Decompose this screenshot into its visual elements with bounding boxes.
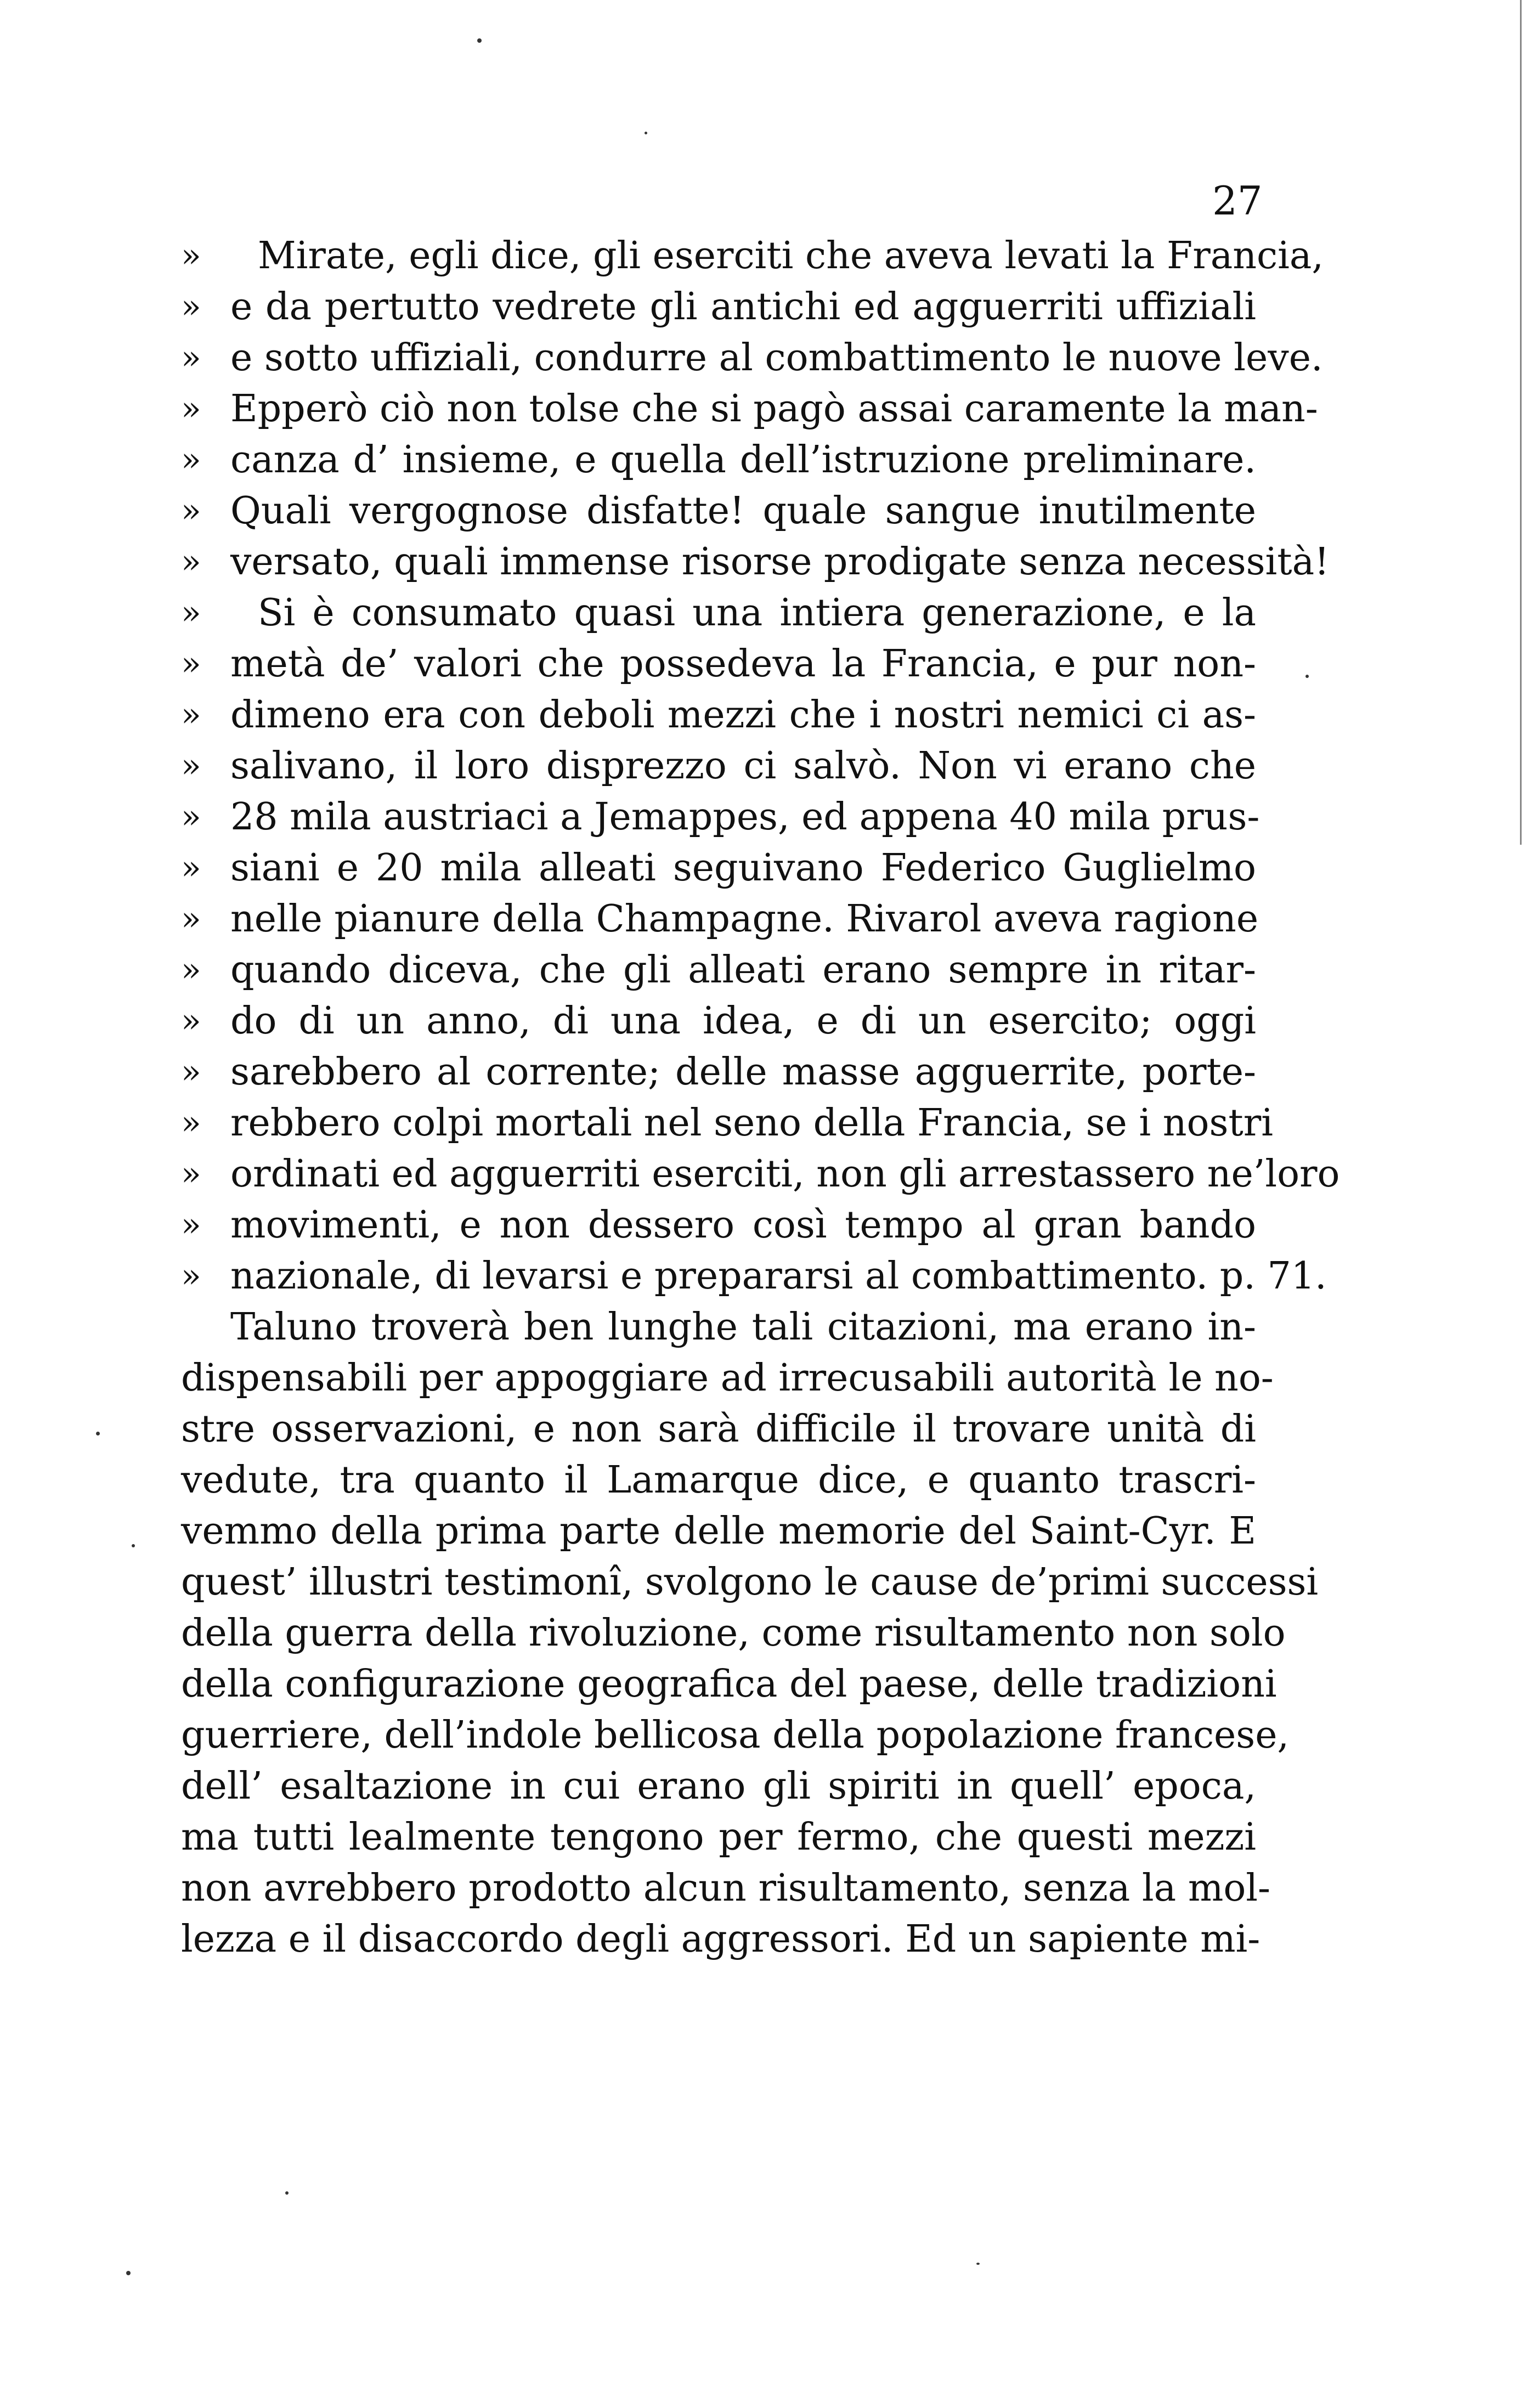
- quote-line: [181, 587, 1256, 638]
- quote-line: [181, 792, 1260, 843]
- quote-mark: »: [181, 236, 201, 275]
- quote-line-text: quando diceva, che gli alleati erano sempre in ritar-: [230, 948, 1256, 992]
- paragraph-line: [181, 1812, 1256, 1863]
- paper-speck: [96, 1432, 100, 1435]
- quote-mark: »: [181, 900, 201, 938]
- paragraph-line: [181, 1659, 1277, 1710]
- quote-mark: »: [181, 287, 201, 326]
- paragraph-line-text: stre osservazioni, e non sarà difficile il trovare unità di: [181, 1408, 1256, 1451]
- paper-speck: [477, 38, 482, 43]
- quote-line-text: nazionale, di levarsi e prepararsi al combattimento. p. 71.: [230, 1254, 1327, 1298]
- quote-line: [181, 843, 1256, 894]
- quote-line-text: sarebbero al corrente; delle masse agguerrite, porte-: [230, 1050, 1256, 1094]
- quote-mark: »: [181, 951, 201, 989]
- quote-line-text: 28 mila austriaci a Jemappes, ed appena 40 mila prus-: [230, 795, 1260, 839]
- paragraph-line-text: dispensabili per appoggiare ad irrecusabili autorità le no-: [181, 1356, 1274, 1400]
- quote-line-text: salivano, il loro disprezzo ci salvò. Non vi erano che: [230, 744, 1256, 788]
- quote-line: [181, 638, 1256, 689]
- quote-line: [181, 1047, 1256, 1098]
- quote-line: [181, 1200, 1256, 1251]
- quote-line: [181, 894, 1259, 945]
- quote-line: [181, 434, 1256, 485]
- paragraph-line-text: dell’ esaltazione in cui erano gli spiriti in quell’ epoca,: [181, 1765, 1256, 1808]
- quote-line: [181, 945, 1256, 996]
- quote-line-text: movimenti, e non dessero così tempo al gran bando: [230, 1203, 1256, 1247]
- paragraph-line: [181, 1353, 1274, 1404]
- quote-line: [181, 1098, 1273, 1149]
- paragraph-line-text: Taluno troverà ben lunghe tali citazioni, ma erano in-: [230, 1305, 1256, 1349]
- quote-mark: »: [181, 1206, 201, 1244]
- paper-speck: [132, 1544, 135, 1547]
- quote-line: [181, 536, 1330, 587]
- paragraph-line: [181, 1455, 1256, 1506]
- page-edge-line: [1520, 0, 1522, 845]
- quote-mark: »: [181, 389, 201, 428]
- paragraph-block: [181, 1302, 1319, 1965]
- quote-line: [181, 332, 1323, 383]
- quote-mark: »: [181, 1257, 201, 1295]
- quote-line: [181, 996, 1256, 1047]
- paragraph-line: [181, 1404, 1256, 1455]
- quote-line-text: metà de’ valori che possedeva la Francia, e pur non-: [230, 642, 1256, 686]
- quote-line: [181, 281, 1256, 332]
- quote-mark: »: [181, 1104, 201, 1142]
- paragraph-line: [181, 1506, 1256, 1557]
- paragraph-line: [181, 1302, 1256, 1353]
- paragraph-line-text: non avrebbero prodotto alcun risultamento, senza la mol-: [181, 1867, 1270, 1910]
- paragraph-line-text: vemmo della prima parte delle memorie del Saint-Cyr. E: [181, 1510, 1256, 1553]
- paragraph-line-text: ma tutti lealmente tengono per fermo, che questi mezzi: [181, 1816, 1256, 1859]
- quote-line-text: Epperò ciò non tolse che si pagò assai caramente la man-: [230, 387, 1318, 431]
- paper-speck: [976, 2263, 980, 2265]
- quote-line-text: Si è consumato quasi una intiera generazione, e la: [258, 591, 1256, 635]
- quote-line-text: Quali vergognose disfatte! quale sangue inutilmente: [230, 489, 1256, 533]
- paragraph-line-text: della guerra della rivoluzione, come risultamento non solo: [181, 1612, 1286, 1655]
- quote-mark: »: [181, 849, 201, 887]
- page-number: 27: [1212, 178, 1263, 224]
- paper-speck: [126, 2271, 131, 2275]
- quote-mark: »: [181, 747, 201, 785]
- quote-mark: »: [181, 645, 201, 683]
- paragraph-line-text: della configurazione geografica del paese, delle tradizioni: [181, 1663, 1277, 1706]
- quote-line-text: e sotto uffiziali, condurre al combattimento le nuove leve.: [230, 336, 1323, 380]
- quote-line-text: Mirate, egli dice, gli eserciti che aveva levati la Francia,: [258, 234, 1324, 278]
- paragraph-line: [181, 1914, 1261, 1965]
- paragraph-line: [181, 1761, 1256, 1812]
- quote-line: [181, 741, 1256, 792]
- quote-line-text: do di un anno, di una idea, e di un esercito; oggi: [230, 999, 1256, 1043]
- paragraph-line-text: guerriere, dell’indole bellicosa della popolazione francese,: [181, 1714, 1290, 1757]
- quote-mark: »: [181, 491, 201, 530]
- quotation-block: [181, 230, 1340, 1302]
- paragraph-line: [181, 1863, 1270, 1914]
- paper-speck: [645, 132, 647, 134]
- quote-line: [181, 689, 1256, 741]
- quote-line-text: siani e 20 mila alleati seguivano Federico Guglielmo: [230, 846, 1256, 890]
- paper-speck: [1305, 675, 1309, 678]
- paragraph-line: [181, 1710, 1290, 1761]
- paragraph-line-text: quest’ illustri testimonî, svolgono le cause de’primi successi: [181, 1561, 1319, 1604]
- quote-line: [181, 230, 1324, 281]
- quote-line-text: canza d’ insieme, e quella dell’istruzione preliminare.: [230, 438, 1256, 482]
- quote-mark: »: [181, 542, 201, 581]
- text-block: [181, 230, 1340, 1965]
- quote-line-text: nelle pianure della Champagne. Rivarol aveva ragione: [230, 897, 1259, 941]
- quote-line-text: dimeno era con deboli mezzi che i nostri nemici ci as-: [230, 693, 1256, 737]
- paper-speck: [285, 2191, 289, 2195]
- quote-line-text: versato, quali immense risorse prodigate senza necessità!: [230, 540, 1330, 584]
- quote-line: [181, 1149, 1340, 1200]
- quote-line: [181, 1251, 1327, 1302]
- quote-mark: »: [181, 440, 201, 479]
- paragraph-line-text: lezza e il disaccordo degli aggressori. Ed un sapiente mi-: [181, 1918, 1261, 1961]
- quote-line-text: ordinati ed agguerriti eserciti, non gli arrestassero ne’loro: [230, 1152, 1340, 1196]
- quote-line-text: e da pertutto vedrete gli antichi ed agguerriti uffiziali: [230, 285, 1256, 329]
- quote-mark: »: [181, 1053, 201, 1091]
- quote-line: [181, 485, 1256, 536]
- quote-mark: »: [181, 696, 201, 734]
- paragraph-line: [181, 1608, 1286, 1659]
- quote-mark: »: [181, 1002, 201, 1040]
- quote-line: [181, 383, 1318, 434]
- quote-mark: »: [181, 1155, 201, 1193]
- paragraph-line-text: vedute, tra quanto il Lamarque dice, e quanto trascri-: [181, 1459, 1256, 1502]
- quote-line-text: rebbero colpi mortali nel seno della Francia, se i nostri: [230, 1101, 1273, 1145]
- quote-mark: »: [181, 338, 201, 377]
- quote-mark: »: [181, 798, 201, 836]
- paragraph-line: [181, 1557, 1319, 1608]
- quote-mark: »: [181, 593, 201, 632]
